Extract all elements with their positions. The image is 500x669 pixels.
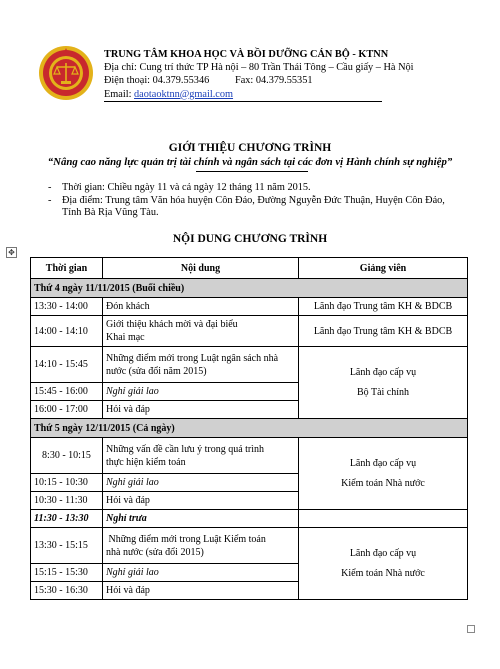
bullet-dash: - [48,194,52,206]
speaker-cell-merged [299,528,468,600]
table-row [31,510,468,528]
table-row [31,316,468,347]
content-line: Những điểm mới trong Luật Kiểm toán [106,533,266,545]
table-header-row [31,258,468,279]
program-info [48,182,478,220]
header-divider [104,101,382,102]
content-cell [103,528,299,564]
email-link[interactable]: daotaoktnn@gmail.com [134,88,234,100]
content-cell: Nghỉ giải lao [103,564,299,582]
time-cell: 15:15 - 15:30 [31,564,103,582]
content-cell: Hỏi và đáp [103,401,299,419]
speaker-cell-merged [299,347,468,419]
content-cell [103,438,299,474]
email-label: Email: [104,88,135,100]
schedule-table [30,257,468,600]
table-row [31,528,468,564]
speaker-cell: Lãnh đạo Trung tâm KH & BDCB [299,298,468,316]
time-cell: 11:30 - 13:30 [31,510,103,528]
table-row [31,438,468,474]
speaker-line: Lãnh đạo cấp vụ [349,457,417,469]
content-cell: Hỏi và đáp [103,582,299,600]
time-cell: 14:00 - 14:10 [31,316,103,347]
header-speaker: Giảng viên [299,258,468,279]
content-cell: Hỏi và đáp [103,492,299,510]
time-cell: 15:45 - 16:00 [31,383,103,401]
speaker-line: Kiểm toán Nhà nước [341,477,425,489]
section-title: NỘI DUNG CHƯƠNG TRÌNH [172,233,328,245]
time-info-item [48,182,478,195]
content-cell: Nghỉ giải lao [103,383,299,401]
place-info-item [48,195,478,208]
time-cell: 15:30 - 16:30 [31,582,103,600]
speaker-cell-merged [299,438,468,510]
day-label: Thứ 5 ngày 12/11/2015 (Cả ngày) [31,419,468,438]
table-resize-handle[interactable] [467,625,475,633]
time-cell: 13:30 - 15:15 [31,528,103,564]
table-move-handle-icon[interactable]: ✥ [6,247,17,258]
content-cell: Nghỉ giải lao [103,474,299,492]
speaker-line: Lãnh đạo cấp vụ [349,547,417,559]
speaker-cell: Lãnh đạo Trung tâm KH & BDCB [299,316,468,347]
time-cell: 8:30 - 10:15 [31,438,103,474]
day-row-wednesday [31,279,468,298]
day-row-thursday [31,419,468,438]
time-cell: 13:30 - 14:00 [31,298,103,316]
header-time: Thời gian [31,258,103,279]
time-cell: 10:15 - 10:30 [31,474,103,492]
table-row [31,347,468,383]
header-content: Nội dung [103,258,299,279]
content-line: thực hiện kiểm toán [106,456,186,468]
organization-email-line [104,88,414,101]
speaker-line: Kiểm toán Nhà nước [341,567,425,579]
speaker-line: Lãnh đạo cấp vụ [349,366,417,378]
content-line: Những điểm mới trong Luật ngân sách nhà [106,352,279,364]
organization-address: Địa chỉ: Cung trí thức TP Hà nội – 80 Trần Thái Tông – Cầu giấy – Hà Nội [104,62,414,74]
content-line: nhà nước (sửa đổi 2015) [106,546,204,558]
organization-logo [38,44,94,102]
content-line: Những vấn đề cần lưu ý trong quá trình [106,443,265,455]
place-info-text: Địa điểm: Trung tâm Văn hóa huyện Côn Đảo, Đường Nguyễn Đức Thuận, Huyện Côn Đảo, [62,194,445,206]
organization-phone-fax: Điện thoại: 04.379.55346 Fax: 04.379.55351 [104,75,313,87]
content-cell: Đón khách [103,298,299,316]
time-cell: 10:30 - 11:30 [31,492,103,510]
content-line: nước (sửa đổi năm 2015) [106,365,207,377]
content-line: Giới thiệu khách mời và đại biểu [106,319,238,330]
content-line: Khai mạc [106,332,145,343]
speaker-line: Bộ Tài chính [356,386,410,398]
time-cell: 16:00 - 17:00 [31,401,103,419]
bullet-dash: - [48,182,52,193]
organization-header [104,48,414,101]
day-label: Thứ 4 ngày 11/11/2015 (Buổi chiều) [31,279,468,298]
program-subtitle: “Nâng cao năng lực quản trị tài chính và ngân sách tại các đơn vị Hành chính sự nghiệp” [47,156,453,168]
speaker-cell [299,510,468,528]
table-row [31,298,468,316]
time-info-text: Thời gian: Chiều ngày 11 và cả ngày 12 tháng 11 năm 2015. [62,182,311,193]
program-title: GIỚI THIỆU CHƯƠNG TRÌNH [168,142,332,154]
subtitle-underline [196,171,308,172]
organization-name: TRUNG TÂM KHOA HỌC VÀ BỒI DƯỠNG CÁN BỘ - KTNN [104,49,389,60]
content-cell: Nghỉ trưa [103,510,299,528]
content-cell [103,347,299,383]
place-info-continuation: Tỉnh Bà Rịa Vũng Tàu. [62,207,159,219]
content-cell [103,316,299,347]
time-cell: 14:10 - 15:45 [31,347,103,383]
